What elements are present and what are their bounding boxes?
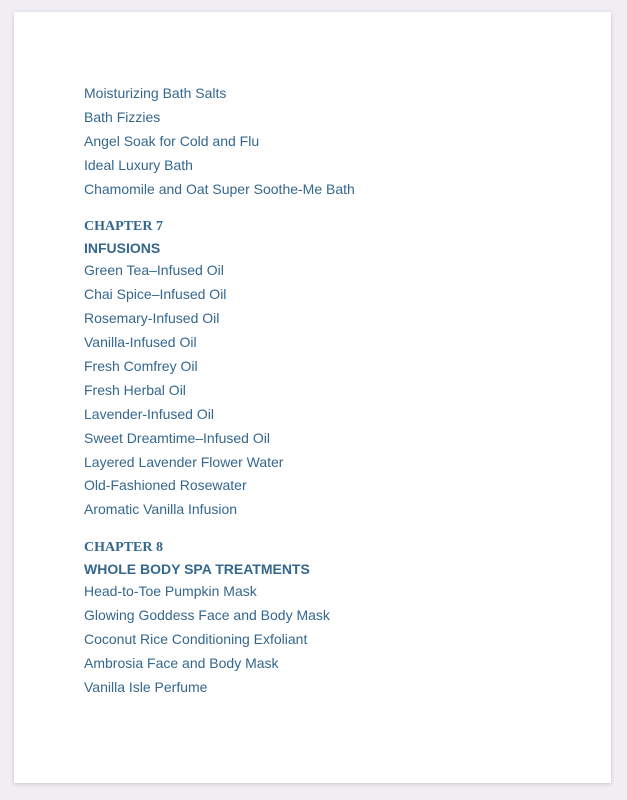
chapter-8-section [84,536,584,699]
toc-list [84,259,584,522]
toc-entry[interactable]: Chamomile and Oat Super Soothe-Me Bath [84,180,355,197]
toc-entry[interactable]: Moisturizing Bath Salts [84,85,227,101]
chapter-number[interactable]: CHAPTER 8 [84,540,163,556]
toc-list [84,580,584,699]
toc-entry[interactable]: Vanilla-Infused Oil [84,334,197,351]
toc-entry[interactable]: Old-Fashioned Rosewater [84,477,247,494]
table-of-contents [84,82,584,700]
toc-entry[interactable]: Rosemary-Infused Oil [84,310,220,327]
toc-entry[interactable]: Chai Spice–Infused Oil [84,286,227,303]
toc-entry[interactable]: Fresh Herbal Oil [84,381,186,398]
toc-entry[interactable]: Head-to-Toe Pumpkin Mask [84,583,257,600]
toc-entry[interactable]: Aromatic Vanilla Infusion [84,501,238,518]
document-page [14,12,611,783]
toc-entry[interactable]: Layered Lavender Flower Water [84,453,284,470]
chapter-title[interactable]: WHOLE BODY SPA TREATMENTS [84,561,310,578]
toc-entry[interactable]: Ambrosia Face and Body Mask [84,654,279,671]
toc-entry[interactable]: Sweet Dreamtime–Infused Oil [84,429,270,446]
toc-entry[interactable]: Lavender-Infused Oil [84,405,214,422]
toc-entry[interactable]: Bath Fizzies [84,108,161,125]
toc-entry[interactable]: Glowing Goddess Face and Body Mask [84,607,330,624]
chapter-7-section [84,215,584,522]
toc-entry[interactable]: Vanilla Isle Perfume [84,678,208,695]
chapter-title[interactable]: INFUSIONS [84,240,161,257]
toc-entry[interactable]: Ideal Luxury Bath [84,156,193,173]
toc-entry[interactable]: Fresh Comfrey Oil [84,358,198,375]
chapter-number[interactable]: CHAPTER 7 [84,219,163,235]
toc-entry[interactable]: Coconut Rice Conditioning Exfoliant [84,631,308,648]
toc-list-continued [84,82,584,201]
toc-entry[interactable]: Angel Soak for Cold and Flu [84,132,260,149]
toc-entry[interactable]: Green Tea–Infused Oil [84,262,224,279]
